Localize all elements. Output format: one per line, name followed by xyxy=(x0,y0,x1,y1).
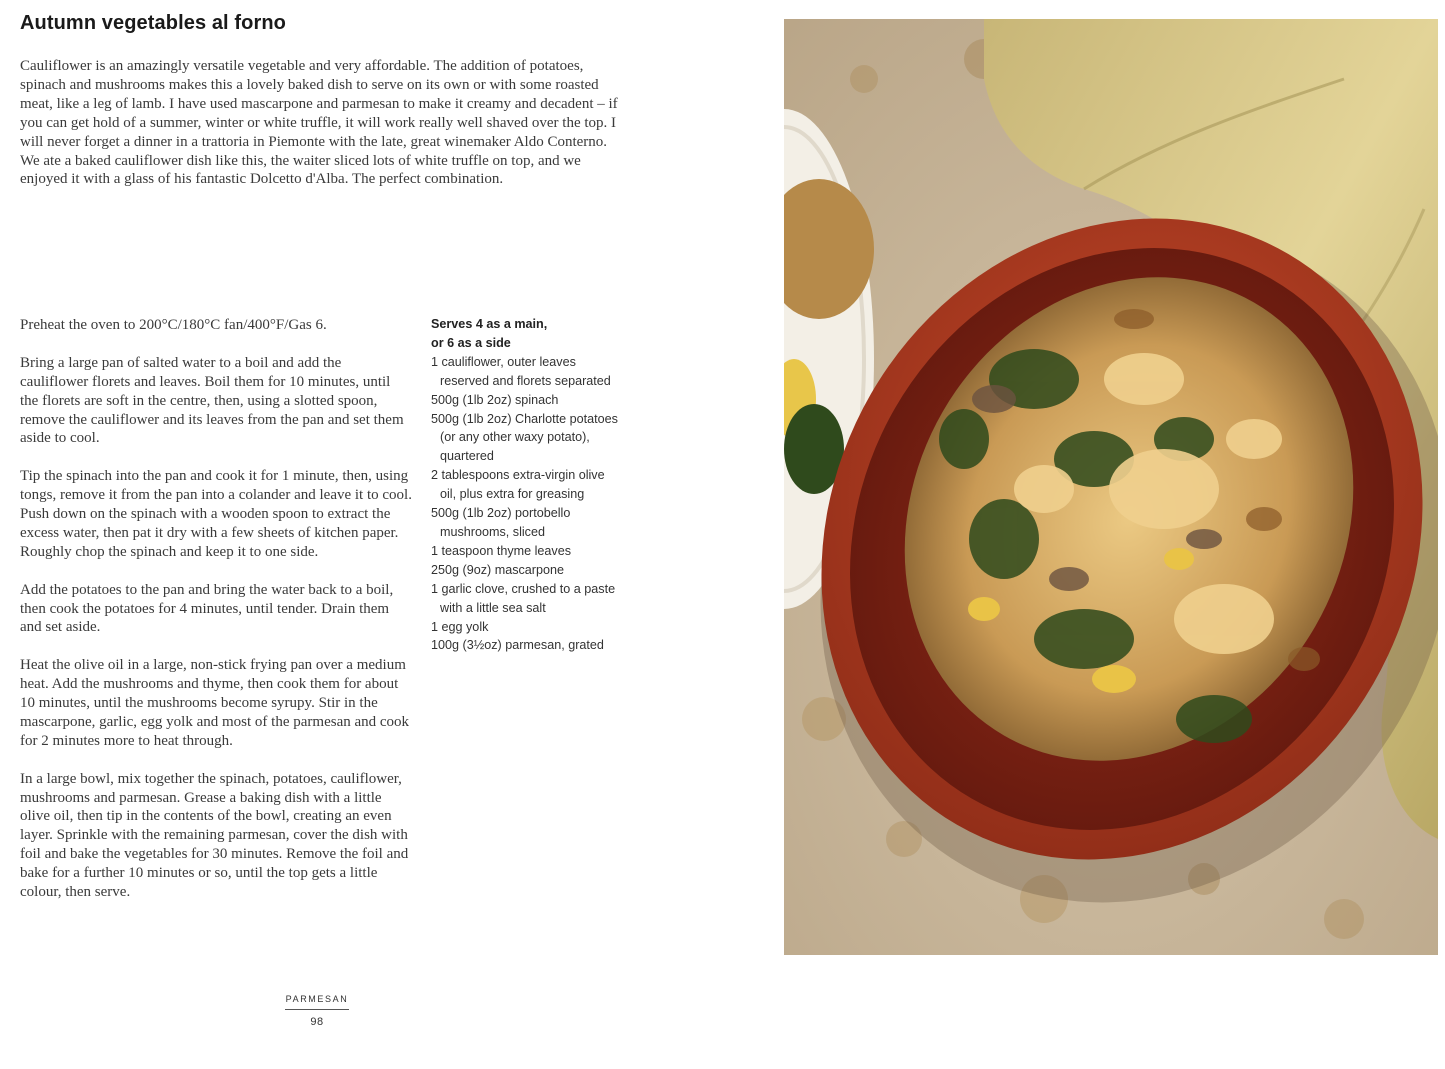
method-step: Tip the spinach into the pan and cook it for 1 minute, then, using tongs, remove it from the pan into a colander and leave it to cool. Push down on the spinach with a wooden spoon to extract the excess water, then pat it dry with a few sheets of kitchen paper. Roughly chop the spinach and keep it to one side. xyxy=(20,468,412,560)
dish-photo xyxy=(784,19,1438,955)
ingredient-item: 1 cauliflower, outer leaves reserved and florets separated xyxy=(431,354,611,388)
section-name: PARMESAN xyxy=(285,994,349,1010)
method-step: Preheat the oven to 200°C/180°C fan/400°F/Gas 6. xyxy=(20,317,327,333)
ingredient-item: 250g (9oz) mascarpone xyxy=(431,562,565,577)
ingredient-item: 1 garlic clove, crushed to a paste with a little sea salt xyxy=(431,581,616,615)
serves-info xyxy=(431,315,621,353)
page-footer xyxy=(285,994,349,1028)
recipe-intro: Cauliflower is an amazingly versatile vegetable and very affordable. The addition of potatoes, spinach and mushrooms makes this a lovely baked dish to serve on its own or with some roasted meat, like a leg of lamb. I have used mascarpone and parmesan to make it creamy and decadent – if you can get hold of a summer, winter or white truffle, it will work really well shaved over the top. I will never forget a dinner in a trattoria in Piemonte with the late, great winemaker Aldo Conterno. We ate a baked cauliflower dish like this, the waiter sliced lots of white truffle on top, and we enjoyed it with a glass of his fantastic Dolcetto d'Alba. The perfect combination. xyxy=(20,58,618,188)
dish-illustration xyxy=(784,19,1438,955)
recipe-title: Autumn vegetables al forno xyxy=(20,12,286,34)
ingredient-item: 2 tablespoons extra-virgin olive oil, plus extra for greasing xyxy=(431,468,605,502)
ingredient-item: 100g (3½oz) parmesan, grated xyxy=(431,638,604,653)
ingredients-panel xyxy=(431,315,621,655)
page-number: 98 xyxy=(310,1016,324,1028)
serves-line: or 6 as a side xyxy=(431,335,511,350)
ingredient-item: 500g (1lb 2oz) Charlotte potatoes (or any other waxy potato), quartered xyxy=(431,411,618,464)
method-step: In a large bowl, mix together the spinach, potatoes, cauliflower, mushrooms and parmesan. Grease a baking dish with a little olive oil, then tip in the contents of the bowl, creating an even layer. Sprinkle with the remaining parmesan, cover the dish with foil and bake the vegetables for 30 minutes. Remove the foil and bake for a further 10 minutes or so, until the top gets a little colour, then serve. xyxy=(20,770,409,901)
ingredient-item: 500g (1lb 2oz) spinach xyxy=(431,392,559,407)
method-step: Add the potatoes to the pan and bring the water back to a boil, then cook the potatoes for 4 minutes, until tender. Drain them and set aside. xyxy=(20,581,394,636)
ingredient-item: 1 teaspoon thyme leaves xyxy=(431,543,572,558)
ingredient-item: 500g (1lb 2oz) portobello mushrooms, sliced xyxy=(431,506,571,539)
serves-line: Serves 4 as a main, xyxy=(431,317,548,331)
ingredient-item: 1 egg yolk xyxy=(431,619,489,634)
ingredient-list xyxy=(431,353,621,656)
method-step: Bring a large pan of salted water to a boil and add the cauliflower florets and leaves. Boil them for 10 minutes, until the florets are soft in the centre, then, using a slotted spoon, remove the cauliflower and its leaves from the pan and set them aside to cool. xyxy=(20,354,404,447)
method-steps xyxy=(20,316,412,921)
method-step: Heat the olive oil in a large, non-stick frying pan over a medium heat. Add the mushrooms and thyme, then cook them for about 10 minutes, until the mushrooms become syrupy. Stir in the mascarpone, garlic, egg yolk and most of the parmesan and cook for 2 minutes more to heat through. xyxy=(20,657,410,749)
